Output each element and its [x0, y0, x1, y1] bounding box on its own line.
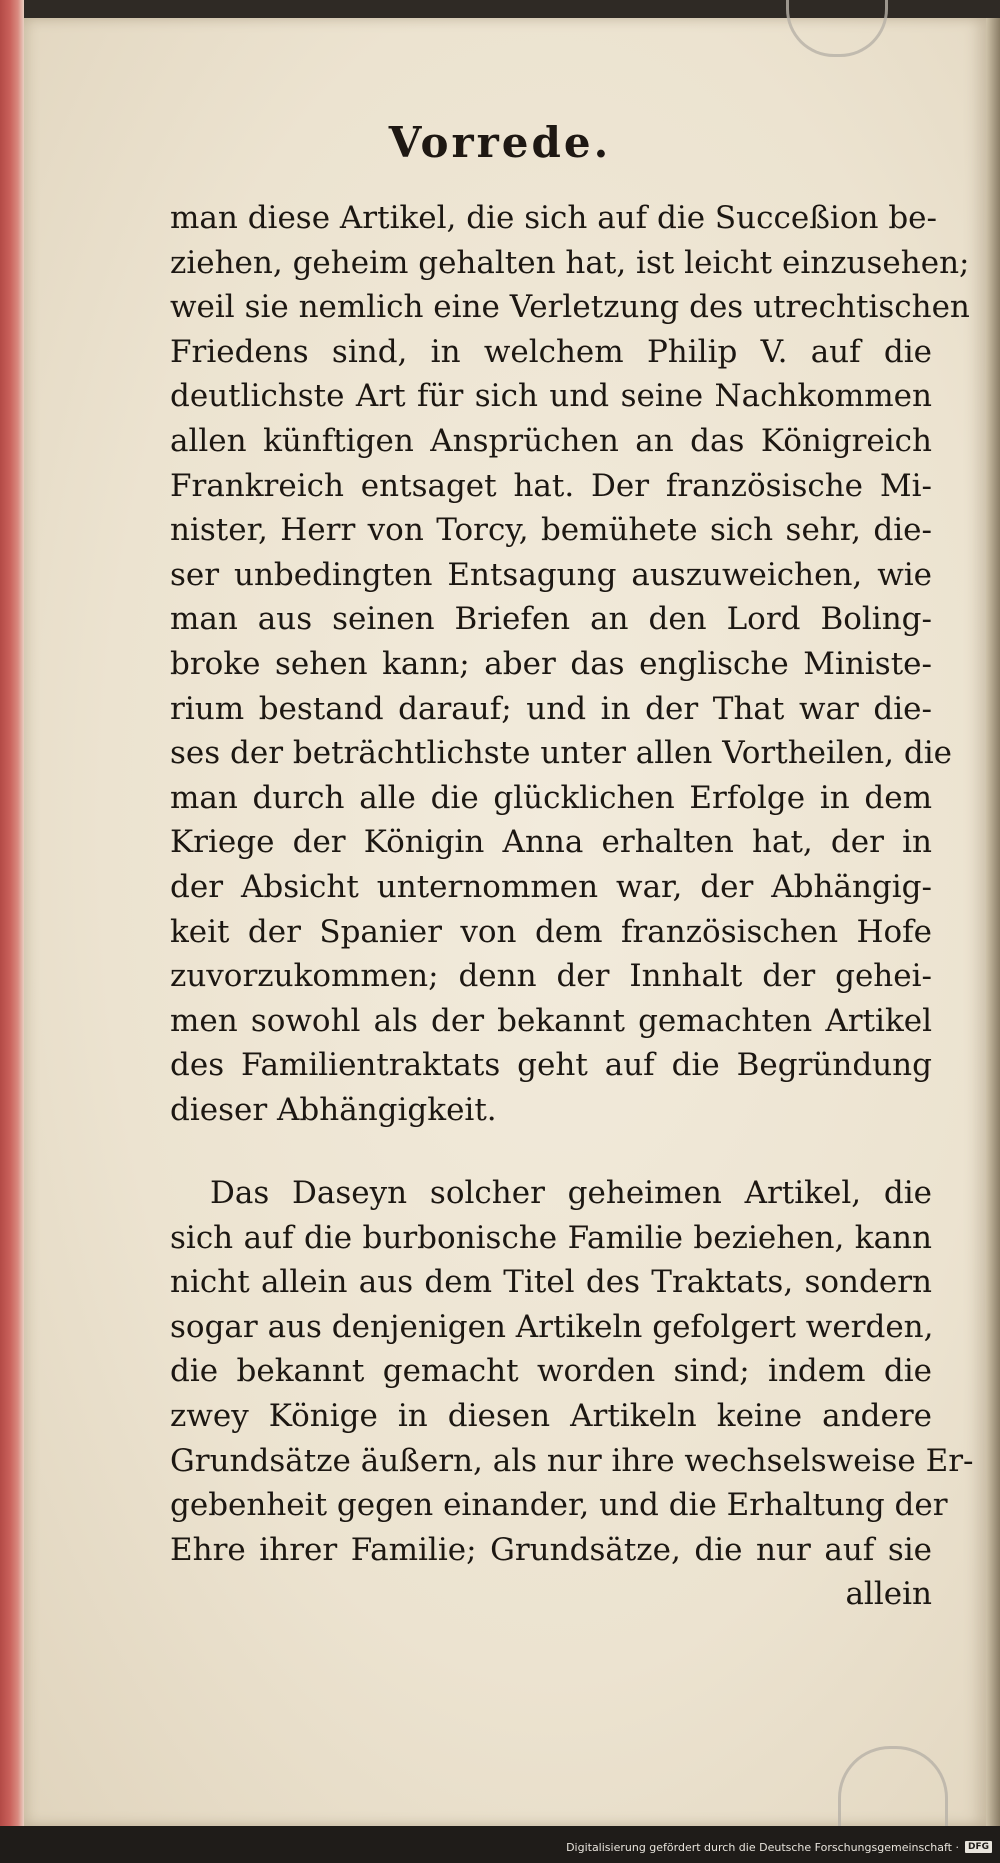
text-line: keit der Spanier von dem französischen Hofe	[170, 913, 932, 950]
text-line: Ehre ihrer Familie; Grundsätze, die nur auf sie	[170, 1531, 932, 1568]
text-line: des Familientraktats geht auf die Begründung	[170, 1047, 932, 1084]
text-line: Frankreich entsaget hat. Der französische Mi-	[170, 467, 932, 504]
text-line: man aus seinen Briefen an den Lord Boling-	[170, 601, 932, 638]
catchword: allein	[845, 1576, 932, 1613]
book-fore-edge	[0, 0, 24, 1830]
page-gutter-shadow	[986, 18, 1000, 1826]
running-head: Vorrede.	[388, 118, 612, 167]
credit-text: Digitalisierung gefördert durch die Deutsche Forschungsgemeinschaft ·	[566, 1840, 959, 1854]
text-line: broke sehen kann; aber das englische Ministe-	[170, 645, 932, 682]
text-line: sich auf die burbonische Familie beziehen, kann	[170, 1219, 932, 1256]
text-line: weil sie nemlich eine Verletzung des utrechtischen	[170, 289, 970, 326]
text-line: nicht allein aus dem Titel des Traktats, sondern	[170, 1264, 932, 1301]
text-line: ziehen, geheim gehalten hat, ist leicht einzusehen;	[170, 244, 970, 281]
text-line: nister, Herr von Torcy, bemühete sich sehr, die-	[170, 512, 932, 549]
text-line: ser unbedingten Entsagung auszuweichen, wie	[170, 556, 932, 593]
text-line: rium bestand darauf; und in der That war die-	[170, 690, 932, 727]
text-line: zuvorzukommen; denn der Innhalt der gehei-	[170, 958, 932, 995]
text-line: sogar aus denjenigen Artikeln gefolgert werden,	[170, 1308, 934, 1345]
text-line: dieser Abhängigkeit.	[170, 1091, 497, 1128]
paragraph-2	[170, 1171, 974, 1617]
text-line: gebenheit gegen einander, und die Erhaltung der	[170, 1487, 948, 1524]
text-line: Friedens sind, in welchem Philip V. auf die	[170, 333, 932, 370]
text-line: zwey Könige in diesen Artikeln keine andere	[170, 1397, 932, 1434]
digitization-credit	[566, 1837, 992, 1857]
dfg-logo-icon: DFG	[965, 1841, 992, 1853]
text-line: deutlichste Art für sich und seine Nachkommen	[170, 378, 932, 415]
text-line: Das Daseyn solcher geheimen Artikel, die	[210, 1175, 932, 1211]
text-line: man diese Artikel, die sich auf die Succeßion be-	[170, 200, 937, 236]
text-line: ses der beträchtlichste unter allen Vortheilen, die	[170, 735, 952, 772]
text-line: der Absicht unternommen war, der Abhängig-	[170, 868, 932, 905]
text-line: Kriege der Königin Anna erhalten hat, der in	[170, 824, 932, 861]
text-line: men sowohl als der bekannt gemachten Artikel	[170, 1002, 932, 1039]
paragraph-1	[170, 196, 970, 1132]
text-line: die bekannt gemacht worden sind; indem die	[170, 1353, 932, 1390]
text-line: man durch alle die glücklichen Erfolge in dem	[170, 779, 932, 816]
text-line: allen künftigen Ansprüchen an das Königreich	[170, 422, 932, 459]
text-line: Grundsätze äußern, als nur ihre wechselsweise Er-	[170, 1442, 974, 1479]
